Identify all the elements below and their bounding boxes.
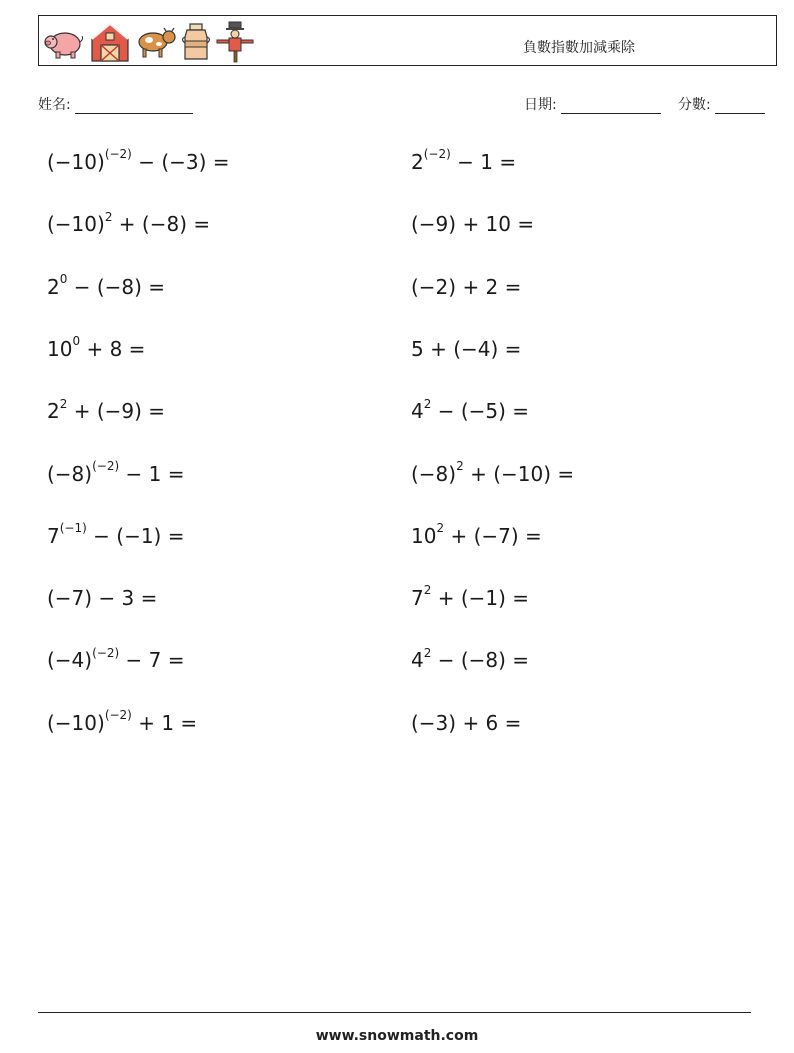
problem-item <box>47 521 185 548</box>
problem-base: 4 <box>411 648 424 673</box>
problem-base: 10 <box>47 336 73 361</box>
problem-base: (−8) <box>411 461 457 486</box>
problem-base: 7 <box>411 586 424 611</box>
problem-item <box>411 275 521 299</box>
problem-operation: + (−9) = <box>67 399 166 424</box>
problem-operation: + (−10) = <box>463 461 575 486</box>
problem-item <box>47 396 166 424</box>
problem-operation: − 7 = <box>119 648 185 673</box>
problem-item <box>47 209 211 237</box>
problem-operation: − (−8) = <box>67 274 166 299</box>
problem-base: 7 <box>47 523 60 548</box>
score-blank[interactable] <box>715 99 765 114</box>
problem-exponent: (−2) <box>104 147 132 162</box>
name-label: 姓名: <box>38 97 71 113</box>
problem-exponent: (−2) <box>92 645 120 660</box>
problem-exponent: (−1) <box>59 521 87 536</box>
footer-divider <box>38 1012 751 1013</box>
problem-item <box>411 521 542 548</box>
problem-base: 2 <box>47 274 60 299</box>
problem-base: (−10) <box>47 710 105 735</box>
problem-item <box>47 586 157 610</box>
problem-exponent: 2 <box>104 209 113 224</box>
problem-base: (−9) + 10 = <box>411 212 535 237</box>
date-field[interactable] <box>524 94 661 114</box>
problem-exponent: 2 <box>59 396 68 411</box>
problem-item <box>411 396 530 424</box>
problem-base: 2 <box>47 399 60 424</box>
problem-exponent: 0 <box>72 334 81 349</box>
problem-operation: + (−7) = <box>444 523 542 548</box>
worksheet-title: 負數指數加減乘除 <box>523 40 635 56</box>
header-icons <box>43 20 255 64</box>
problem-item <box>47 458 185 486</box>
problem-base: (−2) + 2 = <box>411 274 522 299</box>
problem-exponent: 2 <box>423 396 432 411</box>
score-label: 分數: <box>678 97 711 113</box>
barn-icon <box>89 21 131 63</box>
problem-base: (−7) − 3 = <box>47 586 158 611</box>
problem-item <box>47 708 198 735</box>
problem-operation: + 8 = <box>80 336 146 361</box>
problem-operation: − 1 = <box>119 461 185 486</box>
problem-item <box>411 458 575 486</box>
date-label: 日期: <box>524 97 557 113</box>
problem-item <box>411 645 530 673</box>
problem-base: 2 <box>411 150 424 174</box>
score-field[interactable] <box>678 94 765 114</box>
problem-operation: + (−1) = <box>431 586 530 611</box>
problem-base: 4 <box>411 399 424 424</box>
problem-item <box>411 212 534 236</box>
problem-exponent: 2 <box>423 583 432 598</box>
problem-operation: − (−8) = <box>431 648 530 673</box>
problem-exponent: 2 <box>436 521 445 536</box>
problem-base: 5 + (−4) = <box>411 336 522 361</box>
name-field[interactable] <box>38 94 193 114</box>
milk-can-icon <box>179 21 213 63</box>
problem-item <box>411 147 517 174</box>
problem-base: (−8) <box>47 461 93 486</box>
problem-operation: + 1 = <box>131 710 198 735</box>
problem-operation: − (−1) = <box>86 523 185 548</box>
date-blank[interactable] <box>561 99 661 114</box>
problem-exponent: 2 <box>456 458 464 473</box>
scarecrow-icon <box>215 21 255 63</box>
pig-icon <box>43 22 87 62</box>
problem-item <box>411 711 521 735</box>
problem-item <box>47 334 146 361</box>
problem-operation: − 1 = <box>450 150 517 174</box>
problem-base: 10 <box>411 523 437 548</box>
problem-base: (−4) <box>47 648 93 673</box>
problem-base: (−10) <box>47 212 105 237</box>
problem-base: (−3) + 6 = <box>411 710 522 735</box>
problem-exponent: 0 <box>59 271 68 286</box>
problem-exponent: (−2) <box>423 147 451 162</box>
problem-exponent: 2 <box>423 645 432 660</box>
name-blank[interactable] <box>75 99 193 114</box>
problem-item <box>411 583 530 611</box>
problem-exponent: (−2) <box>92 458 120 473</box>
problem-item <box>47 147 230 174</box>
cow-icon <box>133 24 177 60</box>
problem-operation: + (−8) = <box>112 212 211 237</box>
problem-item <box>411 337 521 361</box>
problem-item <box>47 645 185 673</box>
problem-item <box>47 271 166 299</box>
problem-exponent: (−2) <box>104 708 132 723</box>
problem-operation: − (−3) = <box>131 150 230 174</box>
footer-url[interactable]: www.snowmath.com <box>315 1028 479 1044</box>
worksheet-header <box>38 15 777 66</box>
problem-operation: − (−5) = <box>431 399 530 424</box>
problem-base: (−10) <box>47 150 105 174</box>
